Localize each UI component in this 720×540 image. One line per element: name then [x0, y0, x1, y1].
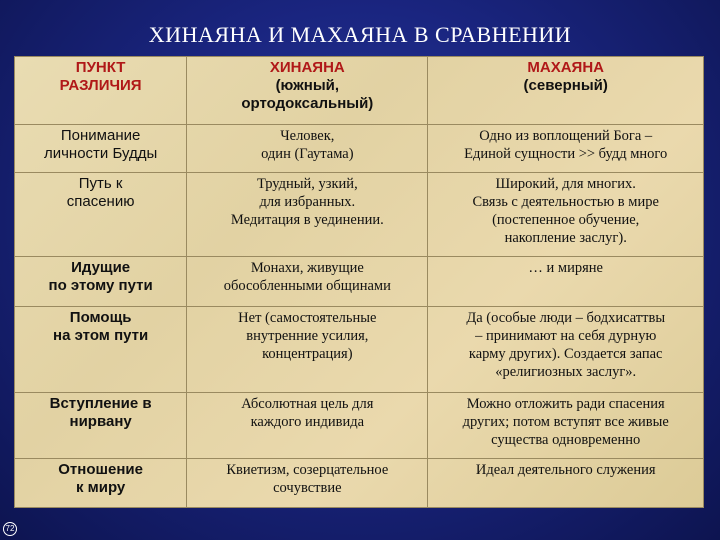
hinayana-cell: [187, 459, 428, 508]
table-row: [15, 307, 704, 393]
page-title: ХИНАЯНА И МАХАЯНА В СРАВНЕНИИ: [148, 22, 572, 47]
cell-line: Нет (самостоятельные: [238, 310, 377, 326]
row-label-line: спасению: [66, 193, 135, 210]
mahayana-cell: [428, 393, 704, 459]
mahayana-cell: [428, 125, 704, 173]
cell-line: Монахи, живущие: [250, 260, 364, 276]
header-criterion-line: РАЗЛИЧИЯ: [59, 77, 142, 94]
cell-line: каждого индивида: [250, 414, 365, 430]
header-hinayana-line: (южный,: [275, 77, 340, 94]
cell-line: карму других). Создается запас: [468, 346, 663, 362]
table-row: [15, 257, 704, 307]
mahayana-cell: [428, 257, 704, 307]
mahayana-cell: [428, 459, 704, 508]
row-label-line: личности Будды: [43, 145, 158, 162]
cell-line: Широкий, для многих.: [495, 176, 636, 192]
cell-line: (постепенное обучение,: [492, 212, 640, 228]
hinayana-cell: [187, 393, 428, 459]
cell-line: Трудный, узкий,: [256, 176, 358, 192]
mahayana-cell: [428, 307, 704, 393]
cell-line: Идеал деятельного служения: [475, 462, 656, 478]
cell-line: Абсолютная цель для: [241, 396, 374, 412]
header-row: [15, 57, 704, 125]
cell-line: один (Гаутама): [261, 146, 354, 162]
cell-line: концентрация): [262, 346, 353, 362]
page-number-badge: 72: [3, 522, 17, 536]
row-label: [15, 173, 187, 257]
header-hinayana-title: ХИНАЯНА: [269, 59, 345, 76]
cell-line: существа одновременно: [491, 432, 641, 448]
mahayana-cell: [428, 173, 704, 257]
cell-line: «религиозных заслуг».: [495, 364, 637, 380]
cell-line: Человек,: [280, 128, 335, 144]
cell-line: – принимают на себя дурную: [475, 328, 657, 344]
row-label-line: по этому пути: [48, 277, 153, 294]
cell-line: Можно отложить ради спасения: [466, 396, 665, 412]
row-label: [15, 393, 187, 459]
row-label-line: Путь к: [78, 175, 123, 192]
table-row: [15, 173, 704, 257]
hinayana-cell: [187, 307, 428, 393]
table-row: [15, 125, 704, 173]
cell-line: … и миряне: [528, 260, 603, 276]
row-label-line: Помощь: [69, 309, 132, 326]
row-label: [15, 257, 187, 307]
cell-line: обособленными общинами: [223, 278, 391, 294]
cell-line: Медитация в уединении.: [230, 212, 384, 228]
cell-line: сочувствие: [273, 480, 342, 496]
row-label: [15, 307, 187, 393]
cell-line: Одно из воплощений Бога –: [479, 128, 653, 144]
header-criterion-line: ПУНКТ: [75, 59, 126, 76]
row-label-line: Понимание: [60, 127, 141, 144]
hinayana-cell: [187, 257, 428, 307]
row-label-line: Отношение: [58, 461, 143, 478]
cell-line: других; потом вступят все живые: [462, 414, 669, 430]
cell-line: Связь с деятельностью в мире: [472, 194, 659, 210]
row-label-line: Вступление в: [49, 395, 152, 412]
cell-line: Квиетизм, созерцательное: [226, 462, 389, 478]
cell-line: для избранных.: [259, 194, 356, 210]
header-hinayana-line: ортодоксальный): [241, 95, 374, 112]
cell-line: внутренние усилия,: [246, 328, 369, 344]
cell-line: Единой сущности >> будд много: [464, 146, 668, 162]
header-mahayana-line: (северный): [523, 77, 608, 94]
row-label-line: нирвану: [69, 413, 132, 430]
comparison-table: [14, 56, 704, 508]
table-row: [15, 393, 704, 459]
row-label-line: Идущие: [71, 259, 131, 276]
cell-line: Да (особые люди – бодхисаттвы: [466, 310, 666, 326]
header-criterion: [15, 57, 187, 125]
row-label: [15, 125, 187, 173]
header-mahayana: [428, 57, 704, 125]
table-row: [15, 459, 704, 508]
hinayana-cell: [187, 125, 428, 173]
row-label: [15, 459, 187, 508]
hinayana-cell: [187, 173, 428, 257]
cell-line: накопление заслуг).: [504, 230, 627, 246]
row-label-line: на этом пути: [53, 327, 149, 344]
row-label-line: к миру: [75, 479, 126, 496]
header-mahayana-title: МАХАЯНА: [527, 59, 604, 76]
header-hinayana: [187, 57, 428, 125]
